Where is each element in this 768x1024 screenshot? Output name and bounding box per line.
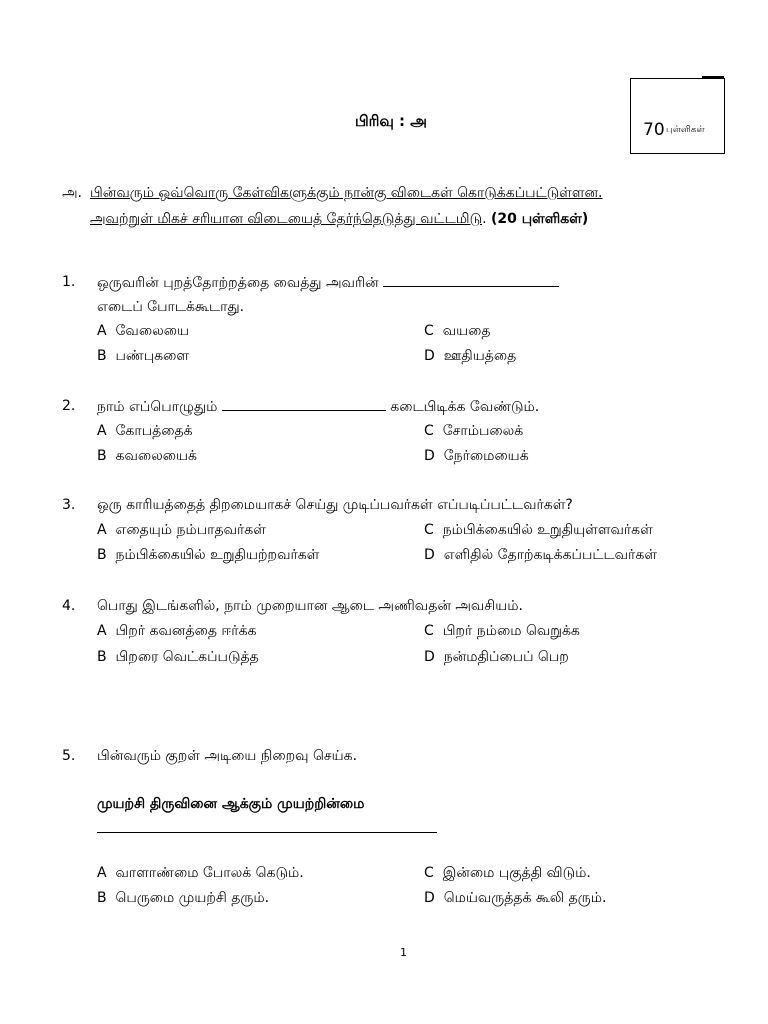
instruction-line-2: அவற்றுள் மிகச் சரியான விடையைத் தேர்ந்தெடுத்து வட்டமிடு	[90, 211, 483, 227]
question-1-option-c: C வயதை	[424, 323, 491, 339]
question-3-number: 3.	[62, 497, 76, 513]
question-5-text: பின்வரும் குறள் அடியை நிறைவு செய்க.	[97, 748, 358, 764]
instruction-points: (20 புள்ளிகள்)	[490, 211, 589, 227]
score-box	[630, 78, 725, 154]
question-2-text-before: நாம் எப்பொழுதும்	[97, 399, 218, 415]
question-4-option-b: B பிறரை வெட்கப்படுத்த	[97, 649, 259, 665]
question-1-blank	[383, 274, 559, 287]
question-2-option-d: D நேர்மையைக்	[424, 448, 529, 464]
instruction-line-2-end: .	[482, 211, 487, 227]
score-value: 70	[643, 120, 665, 140]
question-2-text	[97, 398, 539, 417]
question-1-number: 1.	[62, 274, 76, 290]
question-1-text-line2: எடைப் போடக்கூடாது.	[97, 299, 245, 315]
question-3-option-c: C நம்பிக்கையில் உறுதியுள்ளவர்கள்	[424, 522, 653, 538]
page-number: 1	[400, 946, 407, 959]
question-5-number: 5.	[62, 748, 76, 764]
question-5-option-b: B பெருமை முயற்சி தரும்.	[97, 890, 270, 906]
instruction-line-1: பின்வரும் ஒவ்வொரு கேள்விகளுக்கும் நான்கு விடைகள் கொடுக்கப்பட்டுள்ளன.	[90, 185, 603, 201]
score-unit: புள்ளிகள்	[666, 125, 705, 135]
question-4-option-a: A பிறர் கவனத்தை ஈர்க்க	[97, 623, 257, 639]
question-5-option-d: D மெய்வருத்தக் கூலி தரும்.	[424, 890, 607, 906]
question-3-text: ஒரு காரியத்தைத் திறமையாகச் செய்து முடிப்பவர்கள் எப்படிப்பட்டவர்கள்?	[97, 497, 573, 513]
question-2-option-c: C சோம்பலைக்	[424, 423, 524, 439]
question-2-text-after: கடைபிடிக்க வேண்டும்.	[390, 399, 540, 415]
question-3-option-d: D எளிதில் தோற்கடிக்கப்பட்டவர்கள்	[424, 547, 657, 563]
question-2-option-a: A கோபத்தைக்	[97, 423, 193, 439]
question-4-option-c: C பிறர் நம்மை வெறுக்க	[424, 623, 580, 639]
section-title: பிரிவு : அ	[355, 112, 427, 130]
question-1-text-before: ஒருவரின் புறத்தோற்றத்தை வைத்து அவரின்	[97, 275, 379, 291]
question-3-option-b: B நம்பிக்கையில் உறுதியற்றவர்கள்	[97, 547, 320, 563]
question-2-option-b: B கவலையைக்	[97, 448, 197, 464]
question-5-kural: முயற்சி திருவினை ஆக்கும் முயற்றின்மை	[97, 796, 365, 812]
question-4-text: பொது இடங்களில், நாம் முறையான ஆடை அணிவதன் அவசியம்.	[97, 598, 523, 614]
question-5-option-c: C இன்மை புகுத்தி விடும்.	[424, 865, 591, 881]
question-2-number: 2.	[62, 398, 76, 414]
instruction-line-2-wrap	[90, 211, 588, 229]
question-1-text	[97, 274, 559, 293]
question-5-answer-line	[97, 832, 437, 833]
question-1-option-b: B பண்புகளை	[97, 348, 190, 364]
question-1-option-d: D ஊதியத்தை	[424, 348, 517, 364]
question-4-number: 4.	[62, 598, 76, 614]
question-4-option-d: D நன்மதிப்பைப் பெற	[424, 649, 569, 665]
question-3-option-a: A எதையும் நம்பாதவர்கள்	[97, 522, 266, 538]
question-1-option-a: A வேலையை	[97, 323, 189, 339]
question-5-option-a: A வாளாண்மை போலக் கெடும்.	[97, 865, 304, 881]
question-2-blank	[222, 398, 386, 411]
instruction-marker: அ.	[62, 185, 83, 201]
